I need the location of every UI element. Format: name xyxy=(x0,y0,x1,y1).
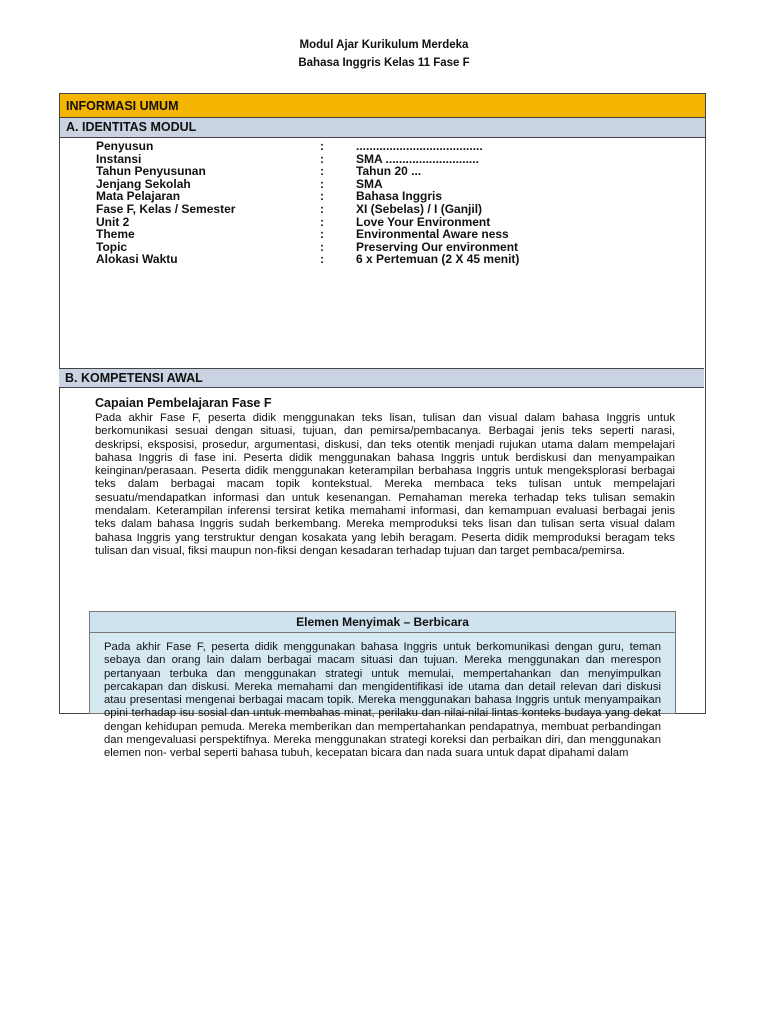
section-informasi-umum: INFORMASI UMUM xyxy=(60,94,705,118)
identitas-label: Unit 2 xyxy=(96,214,130,229)
identitas-separator: : xyxy=(320,252,324,267)
competency-layer xyxy=(59,93,706,760)
identitas-separator: : xyxy=(320,164,324,179)
identitas-separator: : xyxy=(320,176,324,191)
elemen-menyimak-box xyxy=(89,611,676,760)
identitas-label: Topic xyxy=(96,239,128,254)
identitas-label: Penyusun xyxy=(96,139,154,153)
identitas-label: Theme xyxy=(96,227,135,242)
identitas-separator: : xyxy=(320,151,324,166)
identitas-value: ...................................... xyxy=(356,139,483,153)
identitas-label: Mata Pelajaran xyxy=(96,189,181,204)
identitas-value: Preserving Our environment xyxy=(356,239,519,254)
identitas-value: SMA ............................ xyxy=(356,151,479,166)
elemen-title: Elemen Menyimak – Berbicara xyxy=(90,612,675,633)
section-identitas-modul: A. IDENTITAS MODUL xyxy=(60,118,705,138)
identitas-value: SMA xyxy=(356,176,383,191)
identitas-value: Environmental Aware ness xyxy=(356,227,509,242)
identitas-label: Tahun Penyusunan xyxy=(96,164,206,179)
identitas-value: XI (Sebelas) / I (Ganjil) xyxy=(356,201,483,216)
elemen-paragraph: Pada akhir Fase F, peserta didik menggunakan bahasa Inggris untuk berkomunikasi dengan guru, teman sebaya dan orang lain dalam berbagai macam situasi dan tujuan. Mereka menggunakan dan merespon pertanyaan terbuka dan menggunakan strategi untuk memulai, mempertahankan dan menyimpulkan percakapan dan diskusi. Mereka memahami dan mengidentifikasi ide utama dan detail relevan dari diskusi atau presentasi mengenai berbagai macam topik. Mereka menggunakan bahasa Inggris untuk menyampaikan opini terhadap isu sosial dan untuk membahas minat, perilaku dan nilai-nilai lintas konteks budaya yang dekat dengan kehidupan pemuda. Mereka memberikan dan mempertahankan pendapatnya, membuat perbandingan dan mengevaluasi perspektifnya. Mereka menggunakan strategi koreksi dan perbaikan diri, dan menggunakan elemen non- verbal seperti bahasa tubuh, kecepatan bicara dan nada suara untuk dapat dipahami dalam xyxy=(104,641,661,760)
capaian-paragraph: Pada akhir Fase F, peserta didik menggunakan teks lisan, tulisan dan visual dalam bahasa Inggris untuk berkomunikasi sesuai dengan situasi, tujuan, dan pemirsa/pembacanya. Berbagai jenis teks seperti narasi, deskripsi, eksposisi, prosedur, argumentasi, diskusi, dan teks otentik menjadi rujukan utama dalam mempelajari bahasa Inggris di fase ini. Peserta didik menggunakan bahasa Inggris untuk berdiskusi dan menyampaikan keinginan/perasaan. Peserta didik menggunakan keterampilan berbahasa Inggris untuk mengeksplorasi berbagai teks dalam berbagai macam topik kontekstual. Mereka membaca teks tulisan untuk mempelajari sesuatu/mendapatkan informasi dan untuk kesenangan. Pemahaman mereka terhadap teks tulisan semakin mendalam. Keterampilan inferensi tersirat ketika memahami informasi, dan kemampuan evaluasi berbagai jenis teks dalam bahasa Inggris sudah berkembang. Mereka memproduksi teks lisan dan tulisan serta visual dalam bahasa Inggris yang terstruktur dengan kosakata yang lebih beragam. Peserta didik memproduksi beragam teks tulisan dan visual, fiksi maupun non-fiksi dengan kesadaran terhadap tujuan dan target pembaca/pemirsa. xyxy=(95,412,675,557)
document-title-line-1: Modul Ajar Kurikulum Merdeka xyxy=(299,39,469,51)
capaian-title: Capaian Pembelajaran Fase F xyxy=(95,396,272,410)
identitas-value: Bahasa Inggris xyxy=(356,189,443,204)
identitas-label: Jenjang Sekolah xyxy=(96,176,191,191)
identitas-separator: : xyxy=(320,214,324,229)
identitas-separator: : xyxy=(320,201,324,216)
document-title xyxy=(0,36,768,72)
identitas-separator: : xyxy=(320,227,324,242)
identitas-value: Tahun 20 ... xyxy=(356,164,422,179)
identitas-value: 6 x Pertemuan (2 X 45 menit) xyxy=(356,252,520,267)
identitas-value: Love Your Environment xyxy=(356,214,491,229)
identitas-label: Alokasi Waktu xyxy=(96,252,178,267)
document-title-line-2: Bahasa Inggris Kelas 11 Fase F xyxy=(298,57,470,69)
section-kompetensi-awal: B. KOMPETENSI AWAL xyxy=(59,368,704,388)
identitas-separator: : xyxy=(320,189,324,204)
identitas-separator: : xyxy=(320,139,324,153)
identitas-label: Instansi xyxy=(96,151,142,166)
identitas-separator: : xyxy=(320,239,324,254)
identitas-label: Fase F, Kelas / Semester xyxy=(96,201,236,216)
